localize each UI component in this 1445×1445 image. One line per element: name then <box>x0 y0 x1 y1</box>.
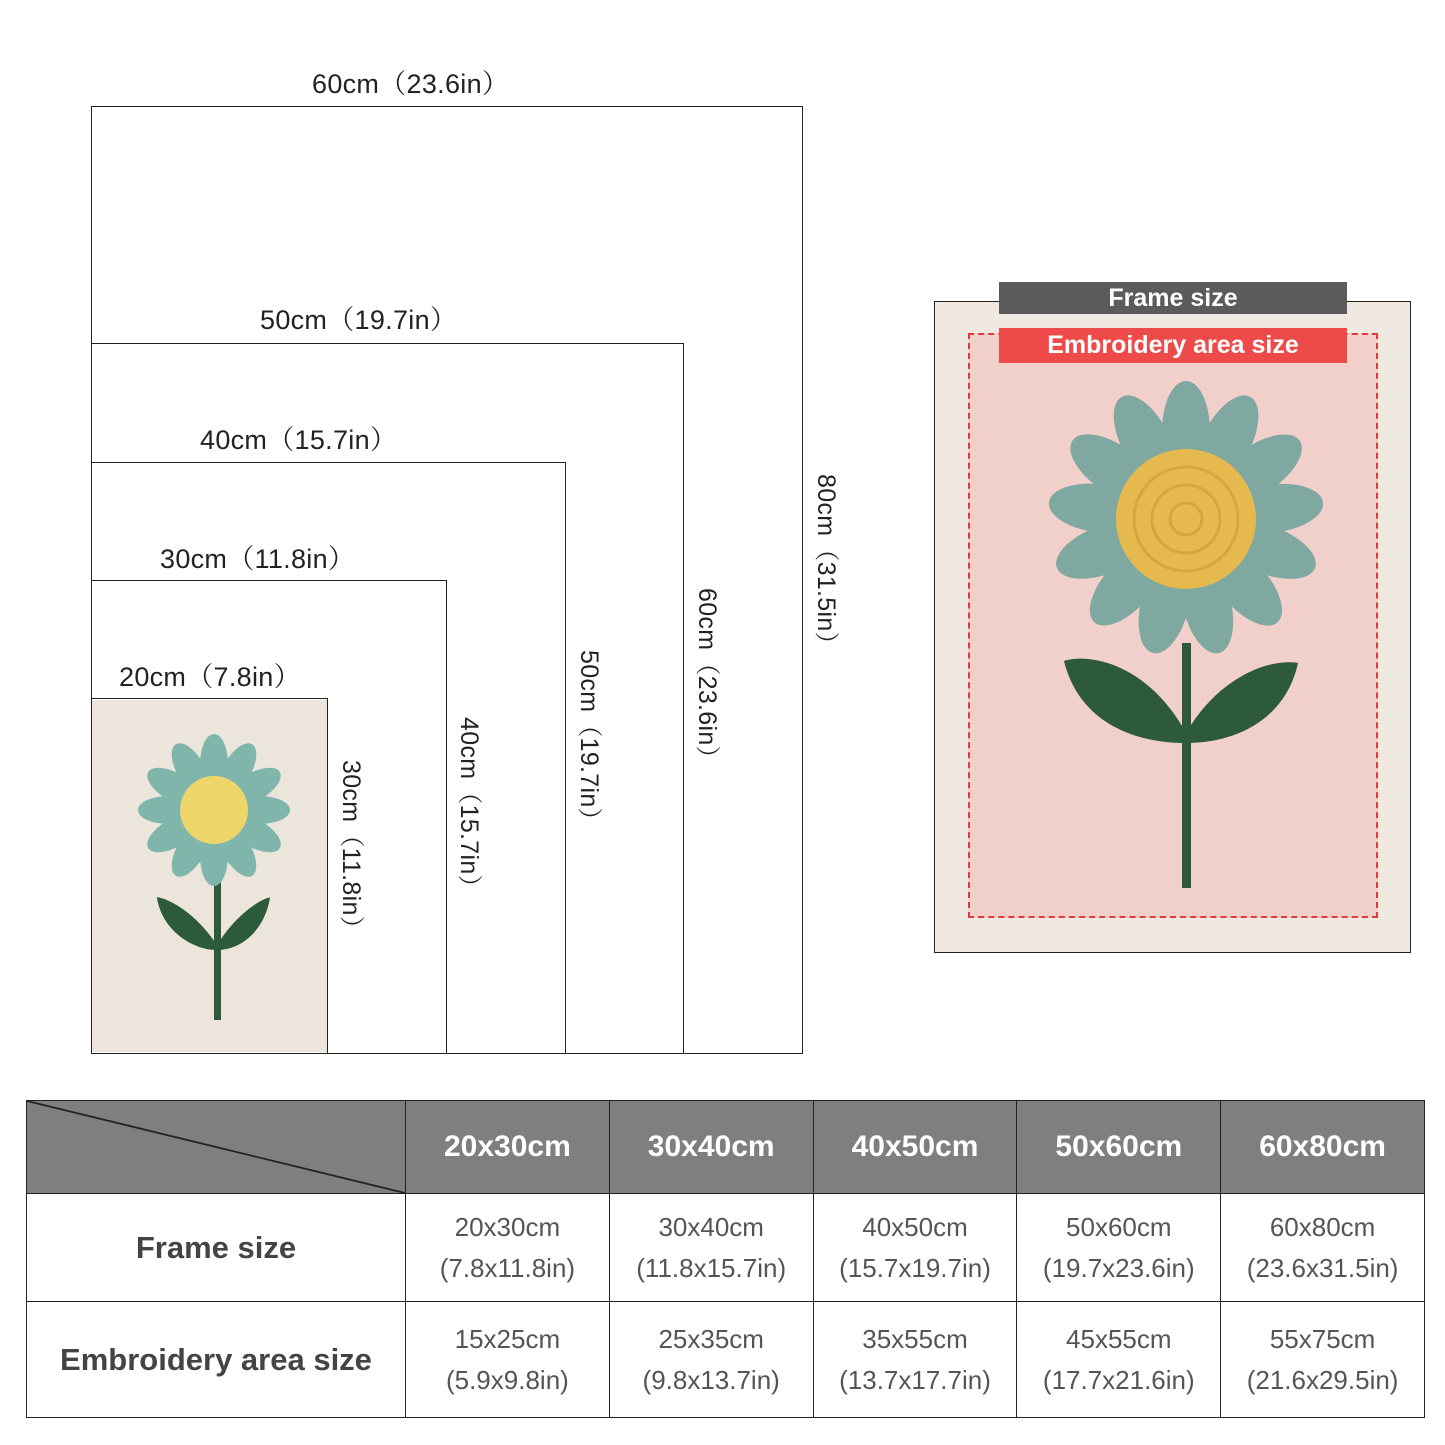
height-label-50: 50cm（19.7in） <box>575 650 603 833</box>
column-header: 20x30cm <box>406 1101 610 1194</box>
table-row-embroidery-area <box>27 1302 1425 1418</box>
table-cell <box>1017 1194 1221 1302</box>
width-label-50: 50cm（19.7in） <box>260 305 458 335</box>
table-cell <box>609 1194 813 1302</box>
embroidery-area-legend: Embroidery area size <box>999 328 1347 363</box>
cell-in: (17.7x21.6in) <box>1042 1364 1195 1395</box>
cell-in: (15.7x19.7in) <box>839 1252 991 1283</box>
table-cell <box>406 1302 610 1418</box>
cell-in: (9.8x13.7in) <box>642 1364 780 1395</box>
diagonal-divider <box>27 1101 405 1193</box>
cell-in: (5.9x9.8in) <box>445 1364 569 1395</box>
cell-cm: 60x80cm <box>1269 1211 1376 1242</box>
frame-size-legend: Frame size <box>999 282 1347 314</box>
table-row-frame-size <box>27 1194 1425 1302</box>
cell-cm: 55x75cm <box>1269 1323 1376 1354</box>
table-cell <box>813 1302 1017 1418</box>
table-cell <box>1221 1302 1425 1418</box>
cell-cm: 25x35cm <box>658 1323 764 1354</box>
width-label-40: 40cm（15.7in） <box>200 425 398 455</box>
width-label-60: 60cm（23.6in） <box>312 69 510 99</box>
cell-in: (13.7x17.7in) <box>839 1364 991 1395</box>
table-corner-cell <box>27 1101 406 1194</box>
table-cell <box>813 1194 1017 1302</box>
height-label-60: 60cm（23.6in） <box>693 588 721 771</box>
table-cell <box>406 1194 610 1302</box>
embroidery-area-outline <box>968 333 1378 918</box>
column-header: 30x40cm <box>609 1101 813 1194</box>
size-table <box>26 1100 1425 1418</box>
table-cell <box>1221 1194 1425 1302</box>
cell-in: (19.7x23.6in) <box>1042 1252 1195 1283</box>
cell-cm: 20x30cm <box>454 1211 561 1242</box>
row-label: Frame size <box>27 1194 406 1302</box>
row-label: Embroidery area size <box>27 1302 406 1418</box>
column-header: 50x60cm <box>1017 1101 1221 1194</box>
column-header: 40x50cm <box>813 1101 1017 1194</box>
height-label-40: 40cm（15.7in） <box>455 717 483 900</box>
table-header-row <box>27 1101 1425 1194</box>
cell-cm: 40x50cm <box>862 1211 968 1242</box>
flower-illustration-small <box>92 700 327 1052</box>
column-header: 60x80cm <box>1221 1101 1425 1194</box>
table-cell <box>1017 1302 1221 1418</box>
cell-in: (7.8x11.8in) <box>439 1252 576 1283</box>
cell-cm: 35x55cm <box>862 1323 968 1354</box>
height-label-30: 30cm（11.8in） <box>337 760 365 941</box>
width-label-20: 20cm（7.8in） <box>119 662 301 692</box>
cell-cm: 15x25cm <box>454 1323 561 1354</box>
cell-cm: 45x55cm <box>1066 1323 1172 1354</box>
cell-in: (11.8x15.7in) <box>636 1252 787 1283</box>
cell-cm: 30x40cm <box>658 1211 764 1242</box>
cell-in: (21.6x29.5in) <box>1246 1364 1399 1395</box>
width-label-30: 30cm（11.8in） <box>160 544 356 574</box>
cell-cm: 50x60cm <box>1066 1211 1172 1242</box>
cell-in: (23.6x31.5in) <box>1246 1252 1399 1283</box>
height-label-80: 80cm（31.5in） <box>812 474 840 657</box>
table-cell <box>609 1302 813 1418</box>
thumbnail-artwork <box>92 700 327 1052</box>
